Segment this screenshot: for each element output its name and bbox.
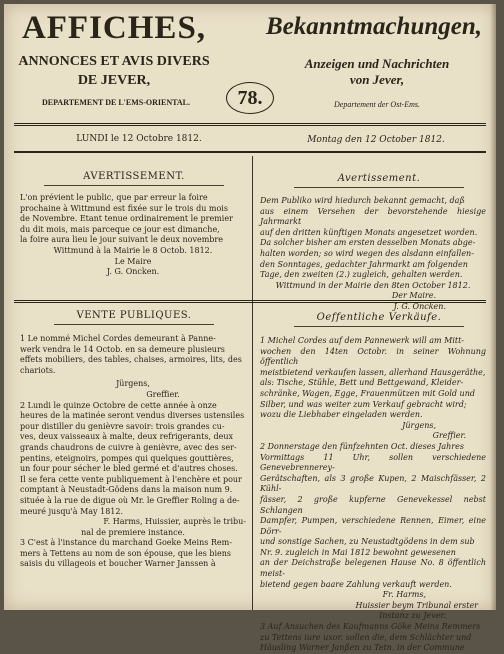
issue-date-fr: LUNDI le 12 Octobre 1812.: [76, 134, 202, 144]
vente-3-line-de: 3 Auf Ansuchen des Kaufmanns Göke Meins Remmers: [260, 622, 481, 632]
avertissement-body-fr: [20, 193, 246, 278]
vente-1-signature-role-fr: Greffier.: [146, 389, 180, 399]
vente-2-line-fr: grands chaudrons de cuivre à genièvre, avec des ser-: [20, 442, 237, 452]
avertissement-line-de: den Sonntages, gedachter Jahrmarkt am folgenden: [260, 259, 468, 269]
vente-2-line-fr: un four pour sécher le bled germé et d'autres choses.: [20, 464, 238, 474]
avertissement-line-fr: Wittmund à la Mairie le 8 Octob. 1812.: [53, 245, 213, 255]
department-fr: DEPARTEMENT DE L'EMS-ORIENTAL.: [42, 98, 190, 107]
masthead-subtitle-fr-line1: ANNONCES ET AVIS DIVERS: [18, 54, 210, 69]
vente-1-line-de: meistbietend verkaufen lassen, allerhand Hausgeräthe,: [260, 367, 486, 377]
issue-date-de: Montag den 12 October 1812.: [307, 135, 445, 145]
vente-2-line-de: Gerätschaften, als 3 große Kupen, 2 Maischfässer, 2 Kühl-: [260, 473, 486, 494]
vente-3-line-de: zu Tettens iure uxor. sollen die, dem Schlächter und: [260, 632, 472, 642]
vente-3-line-de: Häusling Warner Janßen zu Tetn. in der Commune: [260, 643, 465, 653]
avertissement-signature-de: Der Maire.: [391, 291, 436, 301]
column-divider: [252, 156, 253, 610]
issue-number: 78.: [226, 82, 274, 114]
ventes-body-de: [260, 336, 486, 654]
ventes-title-rule-de: [294, 326, 464, 327]
vente-2-line-fr: Il se fera cette vente publiquement à l'enchère et pour: [20, 474, 242, 484]
avertissement-line-de: Dem Publiko wird hiedurch bekannt gemacht, daß: [260, 196, 465, 205]
masthead-subtitle-de: [266, 56, 488, 88]
avertissement-line-de: Tage, den zweiten (2.) zugleich, gehalten werden.: [260, 270, 463, 280]
vente-1-line-de: als: Tische, Stühle, Bett und Bettgewand, Kleider-: [260, 378, 464, 388]
masthead-subtitle-de-line1: Anzeigen und Nachrichten: [304, 56, 450, 71]
ventes-title-rule-fr: [54, 324, 214, 325]
vente-3-line-fr: mers à Tettens au nom de son épouse, que les biens: [20, 548, 232, 558]
vente-3-line-fr: saisis du villageois et boucher Warner Janssen à: [20, 559, 216, 569]
avertissement-line-fr: prochaine à Wittmund est fixée sur le trois du mois: [20, 203, 228, 213]
masthead-subtitle-de-line2: von Jever,: [349, 72, 405, 87]
vente-2-line-fr: située à la rue de digue où Mr. le Greffier Roling a de-: [20, 495, 240, 505]
vente-3-line-fr: 3 C'est à l'instance du marchand Goeke Meins Rem-: [20, 538, 232, 548]
vente-1-signature-de: Jürgens,: [402, 420, 436, 430]
vente-2-signature-fr: F. Harms, Huissier, auprès le tribu-: [103, 517, 246, 527]
masthead-rule-top: [14, 123, 486, 124]
vente-1-signature-fr: Jürgens,: [116, 379, 150, 389]
avertissement-title-rule-fr: [44, 185, 224, 186]
vente-2-signature-role-de: Huissier beym Tribunal erster: [355, 600, 478, 610]
vente-2-line-de: Nr. 9. zugleich in Mai 1812 bewohnt gewesenen: [260, 547, 456, 557]
vente-2-line-de: Dampfer, Pumpen, verschiedene Rennen, Eimer, eine Dörr-: [260, 516, 486, 536]
vente-1-line-fr: 1 Le nommé Michel Cordes demeurant à Panne-: [20, 334, 216, 343]
section-rule-bottom: [14, 302, 486, 303]
vente-2-signature-court-de: Instanz zu Jever.: [379, 611, 446, 621]
vente-2-line-fr: 2 Lundi le quinze Octobre de cette année à onze: [20, 400, 217, 410]
vente-2-line-de: bietend gegen baare Zahlung verkauft werden.: [260, 579, 452, 589]
vente-2-line-fr: heures de la matinée seront vendus diverses ustensiles: [20, 411, 245, 421]
vente-1-line-fr: chariots.: [20, 365, 56, 375]
vente-2-line-fr: pentins, eteignoirs, pompes qui quelques gouttières,: [20, 453, 234, 463]
ventes-title-de: Oeffentliche Verkäufe.: [316, 312, 442, 323]
avertissement-signature-name-de: J. G. Oncken.: [393, 301, 446, 311]
vente-1-signature-role-de: Greffier.: [432, 431, 466, 441]
avertissement-line-de: halten worden; so wird wegen des alsdann einfallen-: [260, 248, 474, 258]
avertissement-title-rule-de: [294, 187, 464, 188]
masthead-subtitle-fr-line2: DE JEVER,: [77, 73, 151, 88]
masthead-title-fr: AFFICHES,: [21, 10, 207, 46]
vente-1-line-de: schränke, Wagen, Egge, Frauenmützen mit Gold und: [260, 388, 475, 398]
vente-1-line-de: Silber, und was weiter zum Verkauf gebracht wird;: [260, 399, 467, 409]
vente-2-line-de: und sonstige Sachen, zu Neustadtgödens in dem sub: [260, 537, 475, 547]
vente-2-line-de: Vormittags 11 Uhr, sollen verschiedene Genevebrennerey-: [260, 452, 486, 473]
vente-2-line-de: an der Deichstraße belegenen Hause No. 8 öffentlich meist-: [260, 558, 486, 579]
masthead-rule-bottom: [14, 125, 486, 126]
avertissement-line-fr: la foire aura lieu le jour suivant le deux novembre: [20, 235, 223, 245]
vente-2-line-fr: ves, deux vaisseaux à malte, deux refrigerants, deux: [20, 432, 234, 442]
vente-2-signature-de: Fr. Harms,: [382, 590, 426, 600]
avertissement-line-de: aus einem Versehen der bevorstehende hiesige Jahrmarkt: [260, 206, 486, 227]
avertissement-title-fr: AVERTISSEMENT.: [83, 171, 185, 182]
avertissement-line-de: Wittmund in der Mairie den 8ten October 1812.: [275, 280, 471, 290]
avertissement-signature-name-fr: J. G. Oncken.: [106, 267, 160, 277]
avertissement-line-fr: du dit mois, mais parceque ce jour est dimanche,: [20, 224, 220, 234]
masthead-subtitle-fr: [16, 52, 212, 90]
avertissement-signature-fr: Le Maire: [114, 256, 152, 266]
vente-1-line-de: wochen den 14ten Octobr. in seiner Wohnung öffentlich: [260, 346, 486, 367]
ventes-title-fr: VENTE PUBLIQUES.: [76, 310, 192, 321]
avertissement-line-fr: L'on prévient le public, que par erreur la foire: [20, 193, 208, 202]
masthead-title-de: Bekanntmachungen,: [265, 13, 483, 40]
department-de: Departement der Ost-Ems.: [334, 100, 420, 109]
vente-2-line-de: 2 Donnerstage den fünfzehnten Oct. dieses Jahres: [260, 441, 464, 451]
vente-1-line-de: 1 Michel Cordes auf dem Pannewerk will am Mitt-: [260, 336, 465, 345]
date-rule: [14, 151, 486, 153]
avertissement-body-de: [260, 196, 486, 313]
ventes-body-fr: [20, 334, 246, 570]
vente-2-line-fr: meuré jusqu'à May 1812.: [20, 506, 124, 516]
avertissement-line-fr: de Novembre. Etant tenue ordinairement le premier: [20, 214, 233, 224]
avertissement-line-de: Da solcher bisher am ersten desselben Monats abge-: [260, 238, 476, 248]
vente-2-signature-role-fr: nal de premiere instance.: [81, 527, 185, 537]
avertissement-line-de: auf den dritten künftigen Monats angesetzet worden.: [260, 227, 478, 237]
vente-1-line-de: wozu die Liebhaber eingeladen werden.: [260, 410, 423, 420]
newspaper-page: [4, 4, 496, 653]
section-rule-top: [14, 300, 486, 301]
avertissement-title-de: Avertissement.: [337, 173, 421, 184]
vente-1-line-fr: werk vendra le 14 Octob. en sa demeure plusieurs: [20, 344, 225, 354]
vente-1-line-fr: effets mobiliers, des tables, chaises, armoires, lits, des: [20, 355, 242, 365]
vente-2-line-fr: pour distiller du genièvre savoir: trois grandes cu-: [20, 421, 225, 431]
vente-2-line-de: fässer, 2 große kupferne Genevekessel nebst Schlangen: [260, 494, 486, 515]
vente-2-line-fr: comptant à Neustadt-Gödens dans la maison num 9.: [20, 485, 233, 495]
